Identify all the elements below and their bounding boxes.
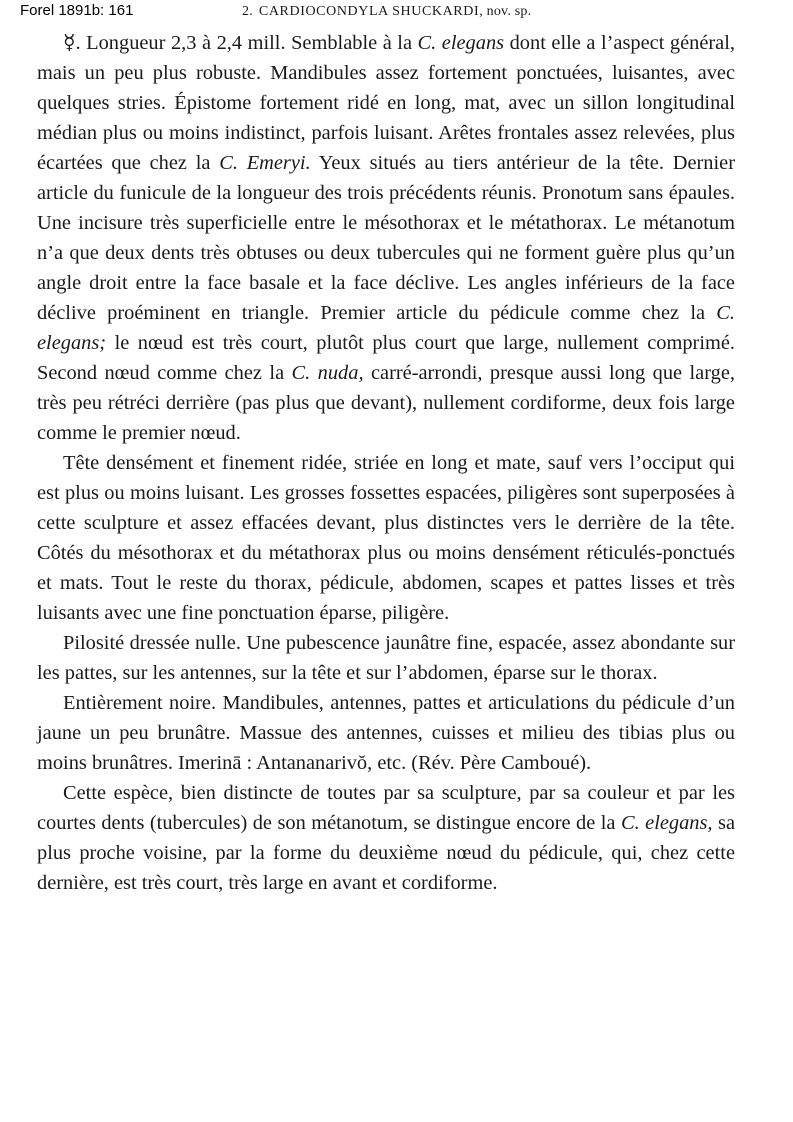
text-run: le nœud est très court, plutôt plus court que large, nullement comprimé. Second nœud comme chez la — [37, 332, 735, 384]
text-run: dont elle a l’aspect général, mais un peu plus robuste. Mandibules assez fortement ponctuées, luisantes, avec quelques stries. Épistome fortement ridé en long, mat, avec un sillon longitudinal médian plus ou moins indistinct, parfois luisant. Arêtes frontales assez relevées, plus écartées que chez la — [37, 32, 735, 174]
paragraph-color — [37, 688, 735, 778]
taxon-name: C. elegans, — [620, 812, 713, 834]
species-number: 2. — [242, 4, 253, 19]
paragraph-remarks — [37, 778, 735, 898]
text-run: carré-arrondi, presque aussi long que large, très peu rétréci derrière (pas plus que devant), nullement cordiforme, deux fois large comme le premier nœud. — [37, 362, 735, 444]
text-run: Tête densément et finement ridée, striée en long et mate, sauf vers l’occiput qui est plus ou moins luisant. Les grosses fossettes espacées, piligères sont superposées à cette sculpture et assez effacées devant, plus distinctes vers le derrière de la tête. Côtés du mésothorax et du métathorax plus ou moins densément réticulés-ponctués et mats. Tout le reste du thorax, pédicule, abdomen, scapes et pattes lisses et très luisants avec une fine ponctuation éparse, piligère. — [37, 452, 735, 624]
paragraph-description — [37, 28, 735, 448]
taxon-name: C. Emeryi. — [219, 152, 311, 174]
citation-label: Forel 1891b: 161 — [20, 2, 134, 19]
paragraph-sculpture — [37, 448, 735, 628]
taxon-name: C. nuda, — [291, 362, 364, 384]
species-status: , nov. sp. — [479, 4, 532, 19]
species-name: CARDIOCONDYLA SHUCKARDI — [258, 4, 480, 19]
paragraph-pilosity — [37, 628, 735, 688]
running-header — [242, 4, 531, 20]
text-run: Entièrement noire. Mandibules, antennes, pattes et articulations du pédicule d’un jaune un peu brunâtre. Massue des antennes, cuisses et milieu des tibias plus ou moins brunâtres. Imerinā : Antananarivŏ, etc. (Rév. Père Camboué). — [37, 692, 735, 774]
text-run: Yeux situés au tiers antérieur de la tête. Dernier article du funicule de la longueur des trois précédents réunis. Pronotum sans épaules. Une incisure très superficielle entre le mésothorax et le métathorax. Le métanotum n’a que deux dents très obtuses ou deux tubercules qui ne forment guère plus qu’un angle droit entre la face basale et la face déclive. Les angles inférieurs de la face déclive proéminent en triangle. Premier article du pédicule comme chez la — [37, 152, 735, 324]
text-run: Cette espèce, bien distincte de toutes par sa sculpture, par sa couleur et par les courtes dents (tubercules) de son métanotum, se distingue encore de la — [37, 782, 735, 834]
species-description — [37, 28, 735, 898]
text-run: ☿. Longueur 2,3 à 2,4 mill. Semblable à la — [63, 32, 418, 54]
text-run: Pilosité dressée nulle. Une pubescence jaunâtre fine, espacée, assez abondante sur les pattes, sur les antennes, sur la tête et sur l’abdomen, éparse sur le thorax. — [37, 632, 735, 684]
text-run: sa plus proche voisine, par la forme du deuxième nœud du pédicule, qui, chez cette dernière, est très court, très large en avant et cordiforme. — [37, 812, 735, 894]
taxon-name: C. elegans — [417, 32, 505, 54]
taxon-name: C. elegans; — [37, 302, 735, 354]
